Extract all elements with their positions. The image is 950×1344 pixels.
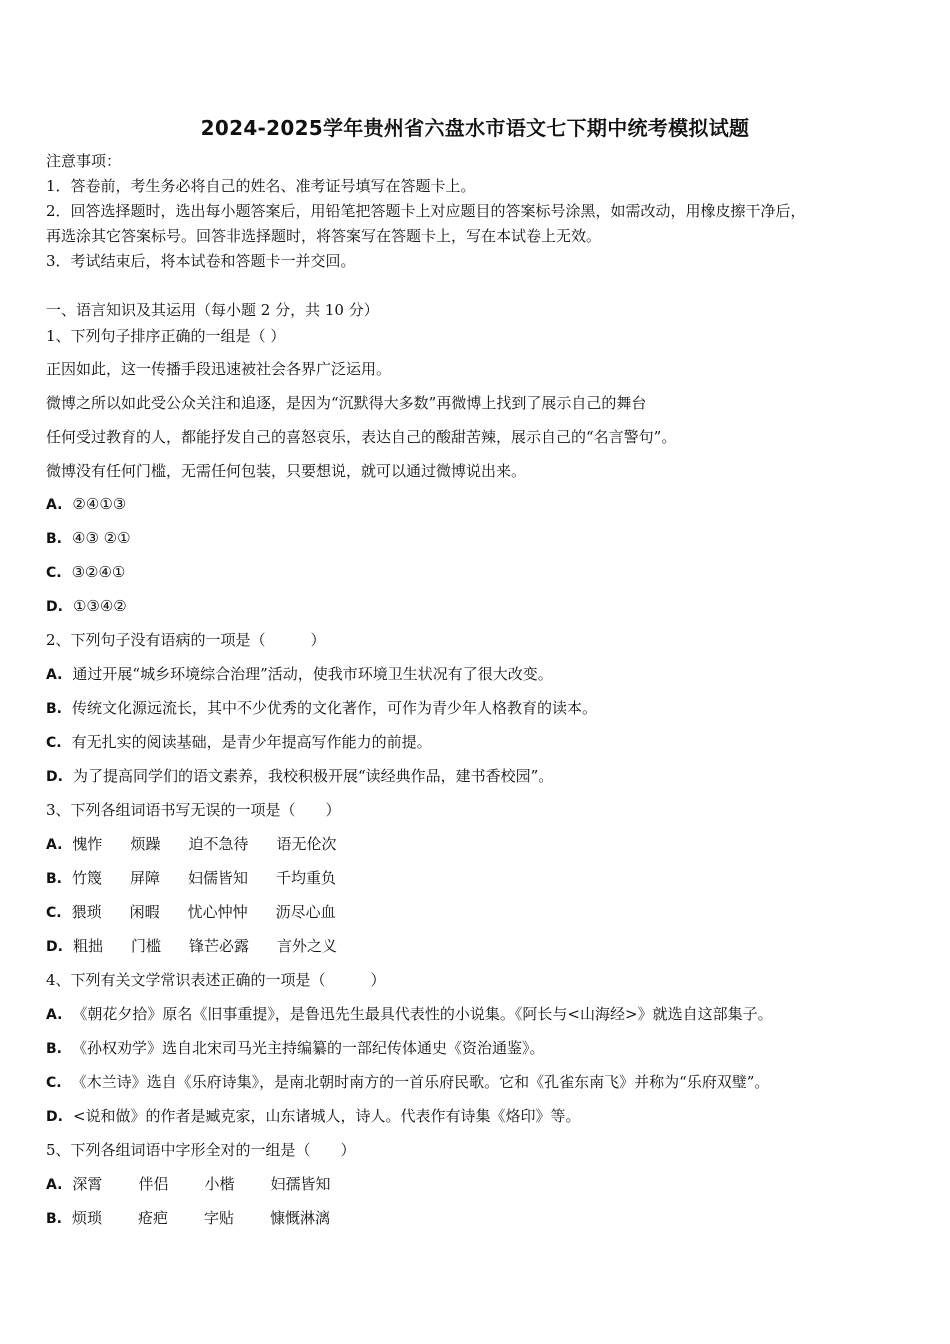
option-word: 语无伦次 (276, 835, 337, 853)
page-title: 2024-2025学年贵州省六盘水市语文七下期中统考模拟试题 (200, 116, 750, 140)
q4-option-a[interactable] (46, 1004, 773, 1025)
option-word: 屏障 (130, 869, 161, 887)
option-word: 烦琐 (72, 1209, 103, 1227)
question-2-stem: 2、下列句子没有语病的一项是（ ） (46, 631, 326, 649)
option-word: 字贴 (204, 1209, 235, 1227)
option-word: 妇儒皆知 (188, 869, 249, 887)
option-word: 迫不急待 (188, 835, 249, 853)
notice-item: 再选涂其它答案标号。回答非选择题时，将答案写在答题卡上，写在本试卷上无效。 (46, 227, 602, 245)
q3-option-d[interactable] (46, 936, 337, 957)
option-text: ③②④① (71, 563, 126, 581)
q1-option-d[interactable] (46, 596, 127, 617)
section-heading: 一、语言知识及其运用（每小题 2 分，共 10 分） (46, 301, 379, 319)
question-1-stem: 1、下列句子排序正确的一组是（ ） (46, 327, 286, 345)
option-text: 《木兰诗》选自《乐府诗集》，是南北朝时南方的一首乐府民歌。它和《孔雀东南飞》并称为“乐府双璧”。 (71, 1073, 770, 1091)
q3-option-a[interactable] (46, 834, 336, 855)
notice-item: 2．回答选择题时，选出每小题答案后，用铅笔把答题卡上对应题目的答案标号涂黑，如需改动，用橡皮擦干净后， (46, 202, 806, 220)
option-letter: A. (46, 1177, 63, 1193)
option-letter: B. (46, 531, 62, 547)
q1-sentence: 任何受过教育的人，都能抒发自己的喜怒哀乐，表达自己的酸甜苦辣，展示自己的“名言警句”。 (46, 428, 677, 446)
option-text: 《孙权劝学》选自北宋司马光主持编纂的一部纪传体通史《资治通鉴》。 (72, 1039, 545, 1057)
question-4-stem: 4、下列有关文学常识表述正确的一项是（ ） (46, 971, 386, 989)
option-text: 有无扎实的阅读基础，是青少年提高写作能力的前提。 (71, 733, 432, 751)
option-letter: D. (46, 599, 63, 615)
option-word: 锋芒必露 (188, 937, 249, 955)
option-letter: B. (46, 871, 62, 887)
q1-option-c[interactable] (46, 562, 125, 583)
option-word: 忧心忡忡 (187, 903, 248, 921)
option-text: 为了提高同学们的语文素养，我校积极开展“读经典作品，建书香校园”。 (72, 767, 554, 785)
q2-option-a[interactable] (46, 664, 553, 685)
option-word: 深霄 (72, 1175, 103, 1193)
question-5-stem: 5、下列各组词语中字形全对的一组是（ ） (46, 1141, 356, 1159)
option-text: <说和做》的作者是臧克家，山东诸城人，诗人。代表作有诗集《烙印》等。 (72, 1107, 581, 1125)
option-word: 言外之义 (277, 937, 338, 955)
option-letter: D. (46, 939, 63, 955)
option-text: 传统文化源远流长，其中不少优秀的文化著作，可作为青少年人格教育的读本。 (72, 699, 598, 717)
option-letter: C. (46, 735, 62, 751)
option-letter: D. (46, 1109, 63, 1125)
option-word: 伴侣 (138, 1175, 169, 1193)
notice-item: 1．答卷前，考生务必将自己的姓名、准考证号填写在答题卡上。 (46, 177, 476, 195)
q3-option-c[interactable] (46, 902, 336, 923)
option-letter: C. (46, 565, 62, 581)
option-word: 闲暇 (129, 903, 160, 921)
option-text: ④③ ②① (72, 529, 131, 547)
q4-option-b[interactable] (46, 1038, 545, 1059)
q4-option-c[interactable] (46, 1072, 769, 1093)
option-word: 妇孺皆知 (270, 1175, 331, 1193)
q4-option-d[interactable] (46, 1106, 581, 1127)
option-word: 慷慨淋漓 (270, 1209, 331, 1227)
q5-option-a[interactable] (46, 1174, 330, 1195)
option-letter: C. (46, 905, 62, 921)
notice-item: 3．考试结束后，将本试卷和答题卡一并交回。 (46, 252, 356, 270)
q1-option-a[interactable] (46, 494, 126, 515)
option-word: 猥琐 (71, 903, 102, 921)
option-word: 粗拙 (72, 937, 103, 955)
option-letter: A. (46, 667, 63, 683)
option-text: 《朝花夕拾》原名《旧事重提》，是鲁迅先生最具代表性的小说集。《阿长与<山海经>》就选自这部集子。 (72, 1005, 773, 1023)
q1-sentence: 微博之所以如此受公众关注和追逐，是因为“沉默得大多数”再微博上找到了展示自己的舞台 (46, 394, 647, 412)
option-letter: B. (46, 1041, 62, 1057)
option-word: 愧怍 (72, 835, 103, 853)
option-text: 通过开展“城乡环境综合治理”活动，使我市环境卫生状况有了很大改变。 (72, 665, 553, 683)
notice-heading: 注意事项： (46, 152, 122, 170)
option-word: 沥尽心血 (275, 903, 336, 921)
option-word: 小楷 (204, 1175, 235, 1193)
q1-option-b[interactable] (46, 528, 131, 549)
option-letter: A. (46, 497, 63, 513)
q1-sentence: 微博没有任何门槛，无需任何包装，只要想说，就可以通过微博说出来。 (46, 462, 527, 480)
option-letter: B. (46, 701, 62, 717)
option-letter: D. (46, 769, 63, 785)
q2-option-b[interactable] (46, 698, 597, 719)
q3-option-b[interactable] (46, 868, 336, 889)
option-word: 疮疤 (138, 1209, 169, 1227)
q5-option-b[interactable] (46, 1208, 330, 1229)
option-word: 竹篾 (72, 869, 103, 887)
option-text: ①③④② (72, 597, 127, 615)
option-word: 门槛 (130, 937, 161, 955)
option-text: ②④①③ (72, 495, 127, 513)
option-letter: A. (46, 1007, 63, 1023)
q1-sentence: 正因如此，这一传播手段迅速被社会各界广泛运用。 (46, 360, 392, 378)
option-word: 千均重负 (276, 869, 337, 887)
q2-option-c[interactable] (46, 732, 432, 753)
option-letter: A. (46, 837, 63, 853)
question-3-stem: 3、下列各组词语书写无误的一项是（ ） (46, 801, 341, 819)
q2-option-d[interactable] (46, 766, 553, 787)
option-letter: C. (46, 1075, 62, 1091)
option-letter: B. (46, 1211, 62, 1227)
option-word: 烦躁 (130, 835, 161, 853)
